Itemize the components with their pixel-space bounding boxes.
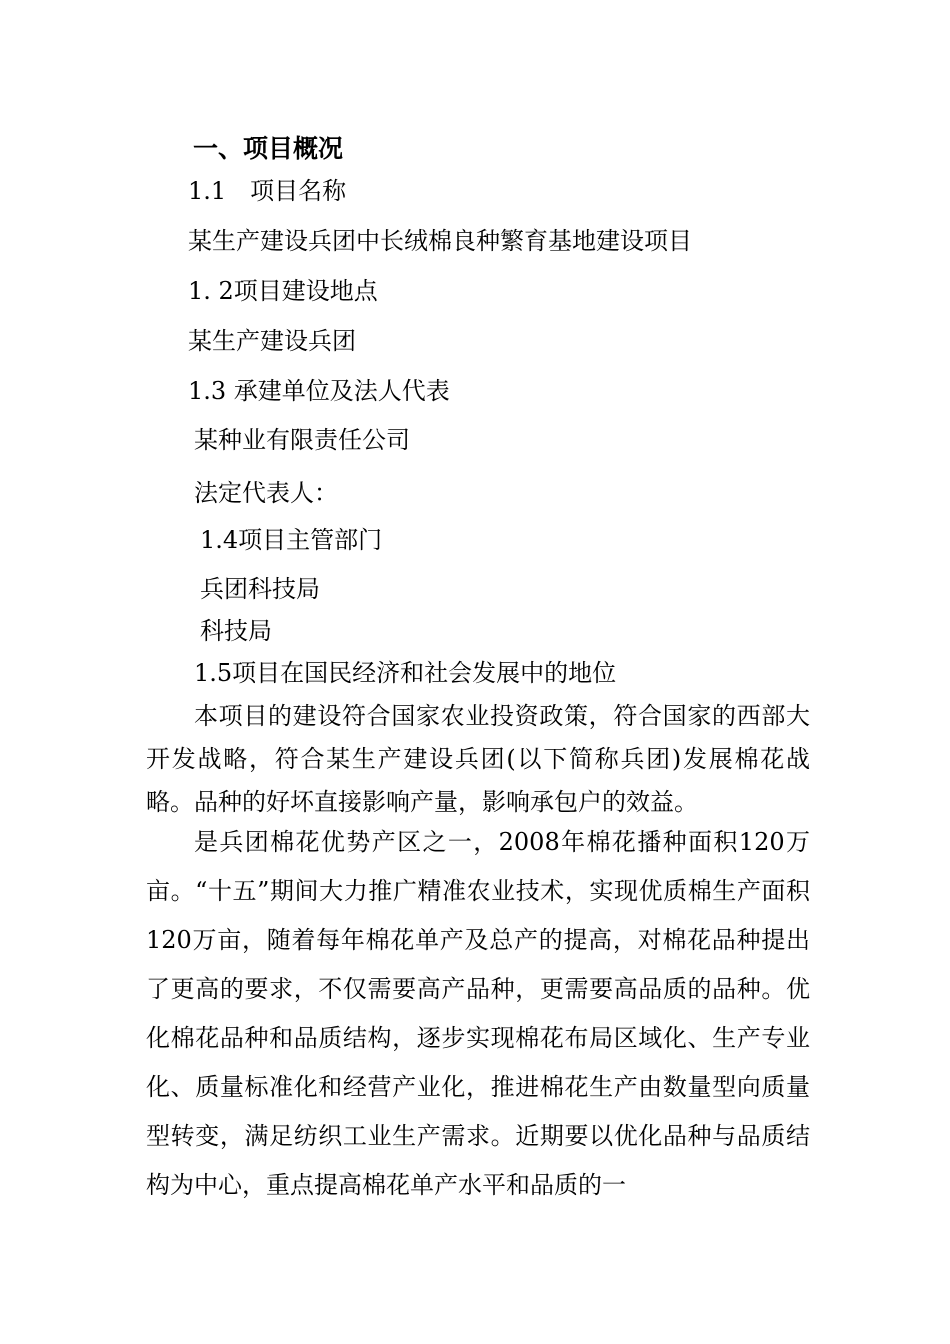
item-1-3-company: 某种业有限责任公司 [194,426,410,454]
item-1-3-representative: 法定代表人： [194,479,338,507]
paragraph-2: 是兵团棉花优势产区之一，2008年棉花播种面积120万亩。“十五”期间大力推广精准农业技术，实现优质棉生产面积120万亩，随着每年棉花单产及总产的提高，对棉花品种提出了更高的要求，不仅需要高产品种，更需要高品质的品种。优化棉花品种和品质结构，逐步实现棉花布局区域化、生产专业化、质量标准化和经营产业化，推进棉花生产由数量型向质量型转变，满足纺织工业生产需求。近期要以优化品种与品质结构为中心，重点提高棉花单产水平和品质的一 [146,828,810,1199]
item-1-4-title: 1.4项目主管部门 [200,526,383,554]
item-1-2-title: 1. 2项目建设地点 [188,277,378,305]
item-1-2-body: 某生产建设兵团 [188,327,356,355]
paragraph-1: 本项目的建设符合国家农业投资政策，符合国家的西部大开发战略，符合某生产建设兵团(以下简称兵团)发展棉花战略。品种的好坏直接影响产量，影响承包户的效益。 [146,702,810,816]
item-1-4-body-1: 兵团科技局 [200,575,320,603]
item-1-5-title: 1.5项目在国民经济和社会发展中的地位 [194,659,617,687]
item-1-4-body-2: 科技局 [200,617,272,645]
item-1-1-title: 1.1 项目名称 [188,177,347,205]
item-1-3-title: 1.3 承建单位及法人代表 [188,377,450,405]
section-heading: 一、项目概况 [193,134,344,163]
item-1-1-body: 某生产建设兵团中长绒棉良种繁育基地建设项目 [188,227,692,255]
